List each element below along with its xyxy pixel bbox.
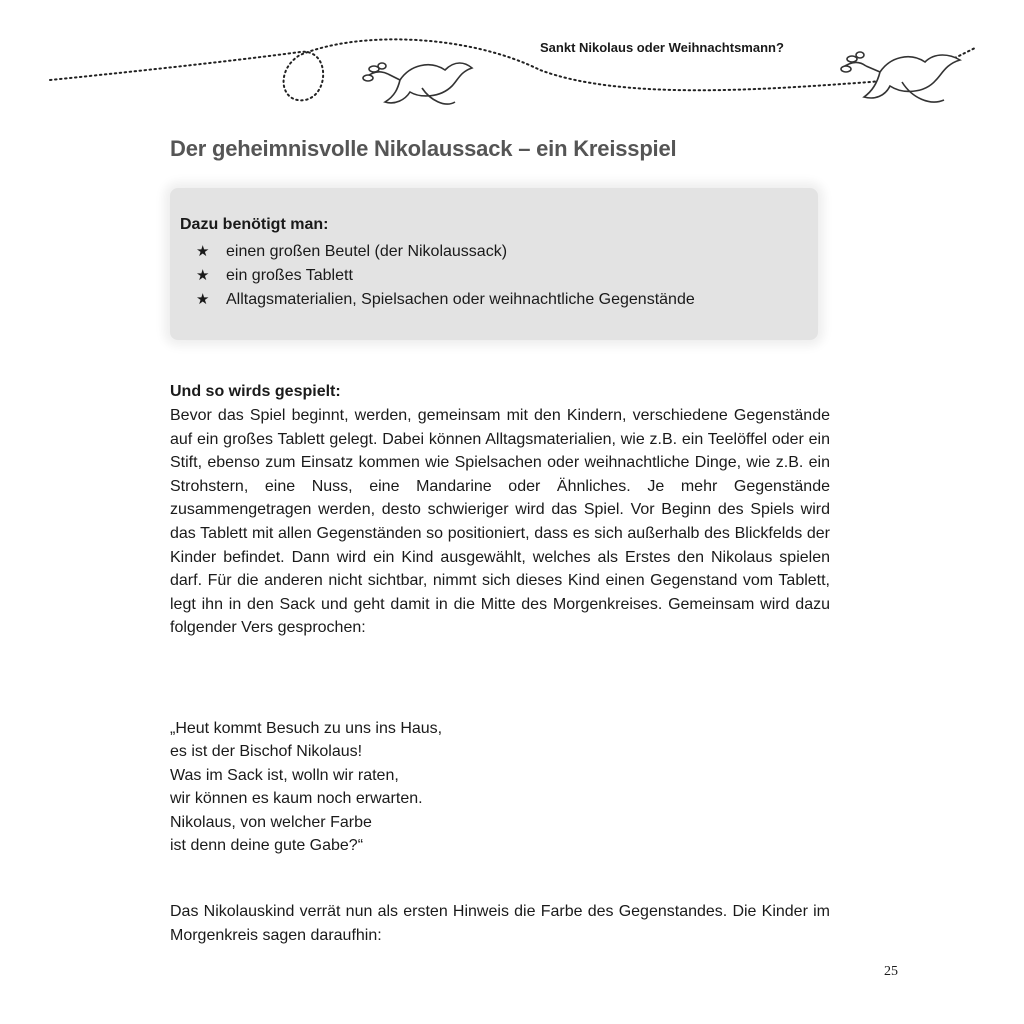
page-number: 25 [884,964,898,979]
materials-box [170,188,818,340]
dove-with-branch-icon [363,63,472,104]
materials-item: Alltagsmaterialien, Spielsachen oder weihnachtliche Gegenstände [226,291,695,308]
star-bullet-icon: ★ [196,267,210,284]
verse-line: Nikolaus, von welcher Farbe [170,813,372,831]
list-item [170,288,695,312]
instructions-heading: Und so wirds gespielt: [170,383,341,400]
page-title: Der geheimnisvolle Nikolaussack – ein Kreisspiel [170,136,677,161]
star-bullet-icon: ★ [196,291,210,308]
verse [170,717,442,857]
verse-line: Was im Sack ist, wolln wir raten, [170,766,399,784]
list-item [170,240,695,264]
materials-heading: Dazu benötigt man: [180,216,329,233]
dotted-swirl-line [50,39,975,100]
header-decoration [0,0,1024,120]
dove-with-branch-icon [841,52,960,102]
star-bullet-icon: ★ [196,243,210,260]
running-title: Sankt Nikolaus oder Weihnachtsmann? [540,40,784,55]
materials-item: ein großes Tablett [226,267,353,284]
verse-line: ist denn deine gute Gabe?“ [170,836,364,854]
materials-list [170,240,695,312]
verse-line: wir können es kaum noch erwarten. [170,790,423,808]
instructions-section [170,380,830,640]
verse-line: es ist der Bischof Nikolaus! [170,743,363,761]
verse-line: „Heut kommt Besuch zu uns ins Haus, [170,720,443,737]
instructions-paragraph: Bevor das Spiel beginnt, werden, gemeinsam mit den Kindern, verschiedene Gegenstände auf ein großes Tablett gelegt. Dabei können Alltagsmaterialien, wie z.B. ein Teelöffel oder ein Stift, ebenso zum Einsatz kommen wie Spielsachen oder weihnachtliche Dinge, wie z.B. ein Strohstern, eine Nuss, eine Mandarine oder Ähnliches. Je mehr Gegenstände zusammengetragen werden, desto schwieriger wird das Spiel. Vor Beginn des Spiels wird das Tablett mit allen Gegenständen so positioniert, dass es sich außerhalb des Blickfelds der Kinder befindet. Dann wird ein Kind ausgewählt, welches als Erstes den Nikolaus spielen darf. Für die anderen nicht sichtbar, nimmt sich dieses Kind einen Gegenstand vom Tablett, legt ihn in den Sack und geht damit in die Mitte des Morgenkreises. Gemeinsam wird dazu folgender Vers gesprochen: [170,407,830,637]
closing-paragraph: Das Nikolauskind verrät nun als ersten Hinweis die Farbe des Gegenstandes. Die Kinder im Morgenkreis sagen daraufhin: [170,903,830,944]
list-item [170,264,695,288]
materials-item: einen großen Beutel (der Nikolaussack) [226,243,508,260]
